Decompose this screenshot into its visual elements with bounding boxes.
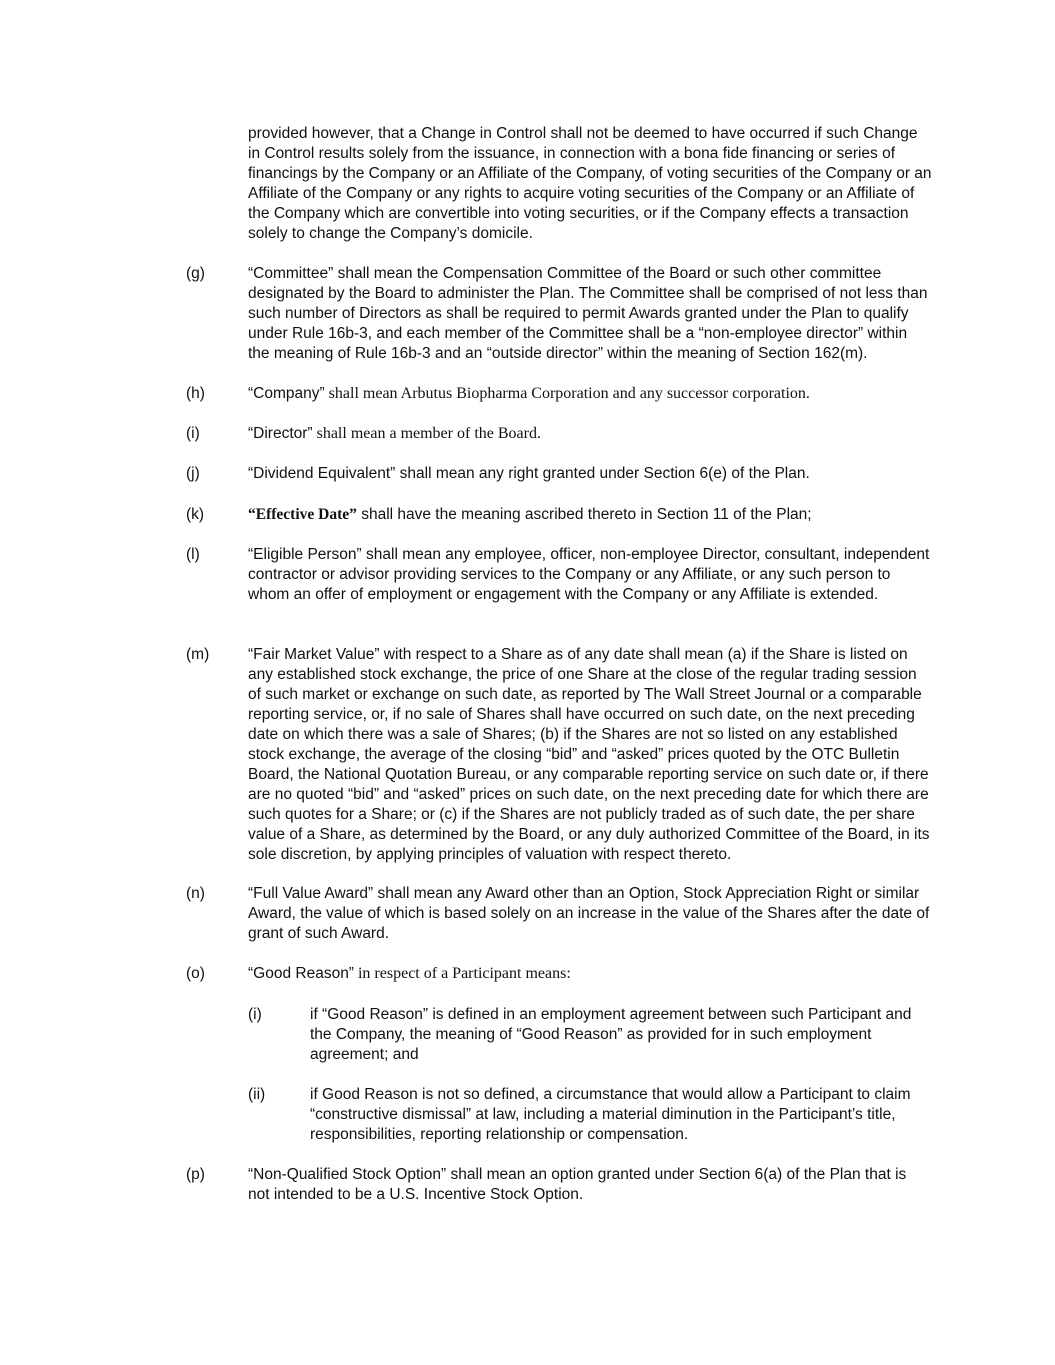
definition-text: with respect to a Share as of any date shall mean (a) if the Share is listed on any established stock exchange, the price of one Share at the close of the regular trading session of such market or exchange on such date, as reported by The Wall Street Journal or a comparable reporting service, or, if no sale of Shares shall have occurred on such date, on the next preceding date on which there was a sale of Shares; (b) if the Shares are not so listed on any established stock exchange, the average of the closing “bid” and “asked” prices quoted by the OTC Bulletin Board, the National Quotation Bureau, or any comparable reporting service on such date or, if there are no quoted “bid” and “asked” prices on such date, on the next preceding date for which there are such quotes for a Share; or (c) if the Shares are not publicly traded as of such date, the per share value of a Share, as determined by the Board, or any duly authorized Committee of the Board, in its sole discretion, by applying principles of valuation with respect thereto. (248, 646, 930, 863)
definition-text: shall mean any right granted under Section 6(e) of the Plan. (395, 465, 810, 482)
definition-non-qualified-stock-option (186, 1165, 932, 1205)
definition-eligible-person (186, 545, 932, 605)
definition-committee (186, 264, 932, 364)
sub-item-i (248, 1005, 932, 1065)
sub-item-text: if “Good Reason” is defined in an employment agreement between such Participant and the Company, the meaning of “Good Reason” as provided for in such employment agreement; and (310, 1006, 912, 1063)
definition-text: shall mean an option granted under Section 6(a) of the Plan that is not intended to be a U.S. Incentive Stock Option. (248, 1166, 907, 1203)
sub-item-ii (248, 1085, 932, 1145)
defined-term: “Company” (248, 385, 325, 402)
defined-term: “Dividend Equivalent” (248, 465, 396, 482)
definition-text: shall mean a member of the Board. (312, 425, 541, 442)
defined-term: “Good Reason” (248, 965, 354, 982)
definition-director (186, 424, 932, 444)
defined-term: “Full Value Award” (248, 885, 374, 902)
definition-label: (n) (186, 885, 205, 902)
defined-term: “Director” (248, 425, 313, 442)
defined-term: “Committee” (248, 265, 334, 282)
definition-good-reason (186, 964, 932, 984)
intro-paragraph: provided however, that a Change in Control shall not be deemed to have occurred if such Change in Control results solely from the issuance, in connection with a bona fide financing or series of financings by the Company or an Affiliate of the Company, of voting securities of the Company or an Affiliate of the Company or any rights to acquire voting securities of the Company or an Affiliate of the Company which are convertible into voting securities, or if the Company effects a transaction solely to change the Company’s domicile. (248, 125, 932, 242)
definition-effective-date (186, 505, 932, 525)
defined-term: “Non-Qualified Stock Option” (248, 1166, 447, 1183)
definition-label: (l) (186, 546, 200, 563)
definition-label: (m) (186, 646, 210, 663)
defined-term: “Eligible Person” (248, 546, 362, 563)
definition-company (186, 384, 932, 404)
definition-label: (p) (186, 1166, 205, 1183)
definition-fair-market-value (186, 645, 932, 865)
definition-label: (k) (186, 506, 205, 523)
definition-dividend-equivalent (186, 464, 932, 484)
defined-term: “Fair Market Value” (248, 646, 380, 663)
definition-label: (g) (186, 265, 205, 282)
definition-text: shall mean Arbutus Biopharma Corporation and any successor corporation. (324, 385, 810, 402)
definition-text: shall mean any employee, officer, non-employee Director, consultant, independent contractor or advisor providing services to the Company or any Affiliate, or any such person to whom an offer of employment or engagement with the Company or any Affiliate is extended. (248, 546, 930, 603)
definition-label: (j) (186, 465, 200, 482)
defined-term: “Effective Date” (248, 506, 357, 523)
definition-text: shall mean the Compensation Committee of the Board or such other committee designated by the Board to administer the Plan. The Committee shall be comprised of not less than such number of Directors as shall be required to permit Awards granted under the Plan to qualify under Rule 16b-3, and each member of the Committee shall be a “non-employee director” within the meaning of Rule 16b-3 and an “outside director” within the meaning of Section 162(m). (248, 265, 928, 362)
definition-label: (h) (186, 385, 205, 402)
definition-text: shall mean any Award other than an Option, Stock Appreciation Right or similar Award, the value of which is based solely on an increase in the value of the Shares after the date of grant of such Award. (248, 885, 930, 942)
sub-item-label: (i) (248, 1006, 262, 1023)
sub-item-label: (ii) (248, 1086, 266, 1103)
definition-label: (o) (186, 965, 205, 982)
sub-item-text: if Good Reason is not so defined, a circumstance that would allow a Participant to claim “constructive dismissal” at law, including a material diminution in the Participant’s title, responsibilities, reporting relationship or compensation. (310, 1086, 911, 1143)
definition-text: in respect of a Participant means: (353, 965, 571, 982)
definition-text: shall have the meaning ascribed thereto in Section 11 of the Plan; (356, 506, 812, 523)
definition-full-value-award (186, 884, 932, 944)
definition-label: (i) (186, 425, 200, 442)
